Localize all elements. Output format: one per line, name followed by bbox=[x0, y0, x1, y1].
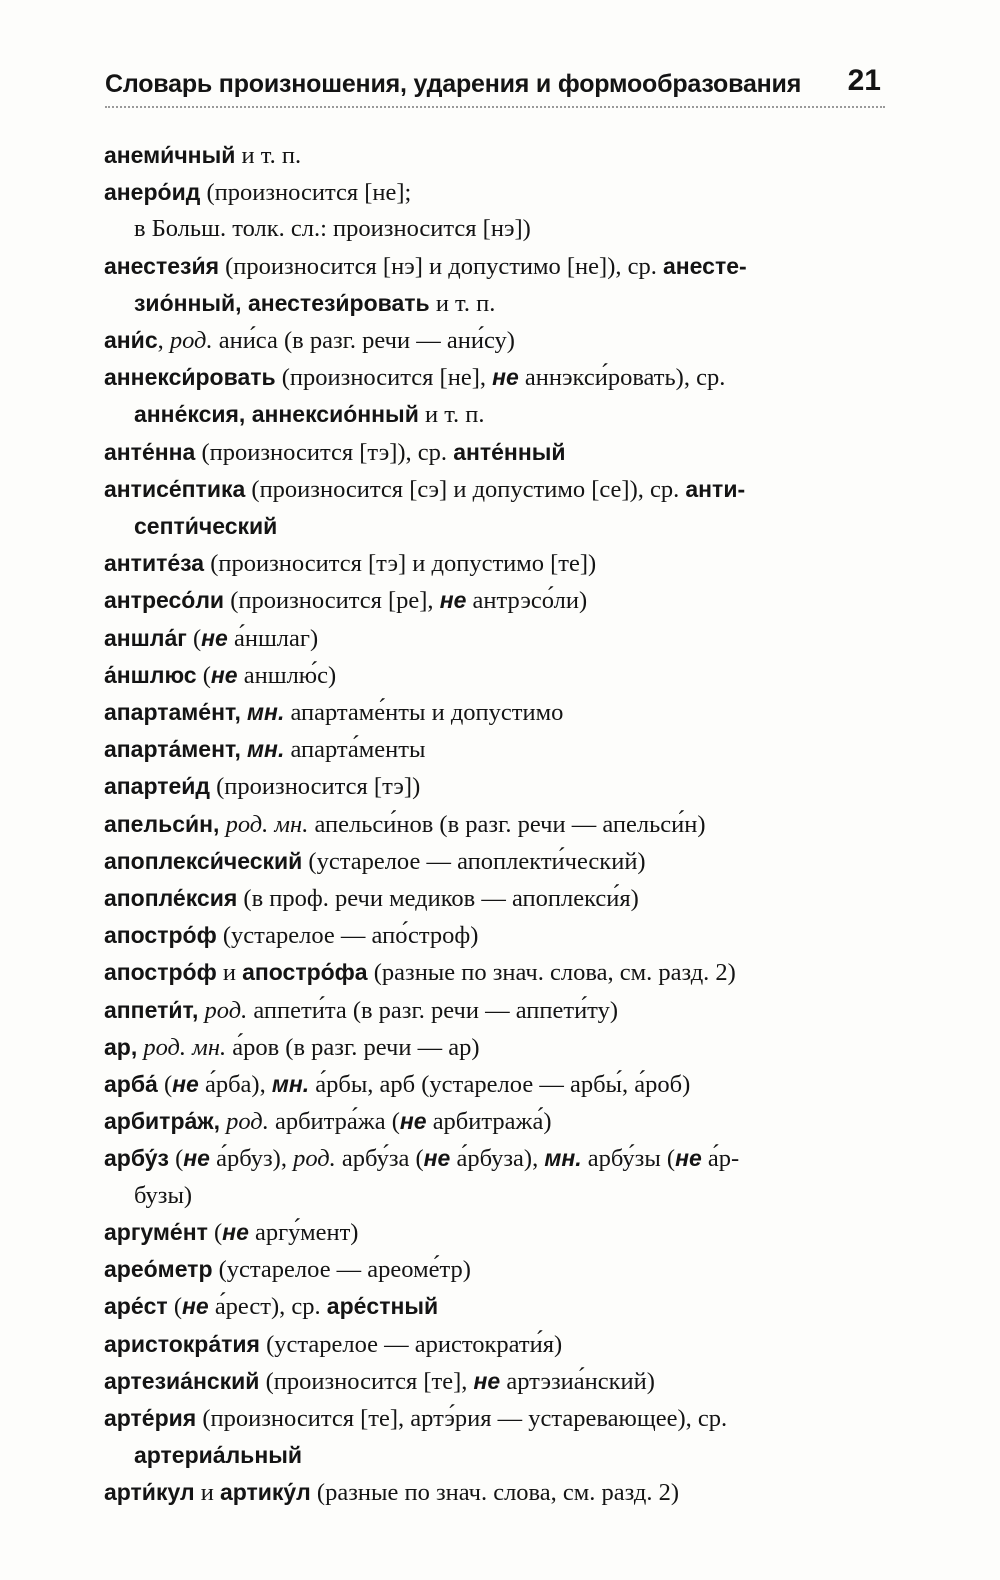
entry-text: апельси́нов (в разг. речи — апельси́н) bbox=[308, 810, 706, 838]
page-header bbox=[105, 62, 885, 106]
dictionary-entry bbox=[104, 768, 894, 805]
entry-text: аргу́мент) bbox=[248, 1218, 359, 1246]
usage-label: не bbox=[222, 1218, 249, 1245]
headword: анте́нный bbox=[453, 438, 566, 465]
entry-text: и т. п. bbox=[235, 142, 302, 169]
dictionary-entry bbox=[104, 1103, 894, 1140]
dictionary-entry bbox=[104, 731, 894, 768]
entry-text: (устарелое — аристократи́я) bbox=[259, 1330, 563, 1358]
entry-text: (устарелое — ареоме́тр) bbox=[212, 1256, 471, 1284]
headword: арте́рия bbox=[104, 1404, 197, 1431]
usage-label: не bbox=[492, 364, 519, 391]
headword: аре́ст bbox=[104, 1293, 168, 1320]
headword: антите́за bbox=[104, 550, 205, 577]
usage-label: не bbox=[675, 1145, 702, 1172]
entry-text: (произносится [те], bbox=[259, 1367, 474, 1395]
headword: апостро́ф bbox=[104, 959, 217, 986]
entry-text: а́рбуз), bbox=[209, 1145, 294, 1173]
headword: анеро́ид bbox=[104, 179, 201, 206]
entry-text: а́рбы, арб (устарелое — арбы́, а́роб) bbox=[309, 1071, 691, 1099]
usage-label: мн. bbox=[247, 736, 285, 763]
entry-text: (произносится [нэ] и допустимо [не]), ср. bbox=[219, 252, 663, 280]
headword: зио́нный, анестези́ровать bbox=[134, 289, 430, 316]
headword: антресо́ли bbox=[104, 587, 225, 614]
headword: апартеи́д bbox=[104, 773, 211, 800]
entry-text: а́р- bbox=[701, 1145, 740, 1173]
entry-text: апарта́менты bbox=[284, 736, 426, 764]
usage-label: не bbox=[439, 587, 467, 614]
entry-text: (произносится [тэ] и допустимо [те]) bbox=[204, 550, 597, 578]
dictionary-entry bbox=[104, 620, 894, 657]
entry-text: а́рбуза), bbox=[450, 1145, 545, 1173]
headword: аргуме́нт bbox=[104, 1218, 208, 1245]
grammar-label: род. bbox=[293, 1145, 336, 1173]
dictionary-entry bbox=[104, 1288, 894, 1325]
headword: артезиа́нский bbox=[104, 1367, 260, 1394]
dictionary-entry bbox=[104, 917, 894, 954]
entry-text: и т. п. bbox=[429, 289, 496, 317]
dictionary-entry bbox=[104, 694, 894, 731]
entry-text: аншлю́с) bbox=[237, 661, 337, 689]
page-number: 21 bbox=[847, 64, 881, 97]
headword: ар, bbox=[104, 1033, 138, 1060]
headword: апостро́фа bbox=[242, 959, 368, 986]
dictionary-entry bbox=[104, 1326, 894, 1363]
headword: апарта́мент, bbox=[104, 736, 241, 763]
dictionary-entry bbox=[104, 954, 894, 991]
entry-text: , bbox=[157, 327, 170, 355]
usage-label: мн. bbox=[247, 699, 285, 726]
usage-label: не bbox=[201, 624, 228, 651]
entry-text: (устарелое — апо́строф) bbox=[216, 922, 479, 950]
entry-text: (произносится [сэ] и допустимо [се]), ср. bbox=[245, 475, 686, 503]
entry-text: антрэсо́ли) bbox=[466, 587, 588, 615]
headword: арео́метр bbox=[104, 1256, 213, 1283]
dictionary-entry bbox=[104, 1029, 894, 1066]
entry-text: ( bbox=[157, 1071, 173, 1099]
headword: артику́л bbox=[219, 1479, 311, 1506]
headword: аннекси́ровать bbox=[104, 364, 276, 391]
entry-text: а́ншлаг) bbox=[227, 624, 319, 652]
dictionary-entry bbox=[104, 880, 894, 917]
usage-label: не bbox=[182, 1293, 209, 1320]
entry-text: (устарелое — апоплекти́ческий) bbox=[302, 847, 646, 875]
entry-text: а́рест), ср. bbox=[208, 1293, 327, 1321]
usage-label: не bbox=[423, 1145, 451, 1172]
entry-text: а́ров (в разг. речи — ар) bbox=[226, 1033, 480, 1061]
entry-text: и bbox=[194, 1479, 220, 1507]
entry-text: арбитра́жа ( bbox=[268, 1108, 400, 1136]
entry-text: ( bbox=[168, 1145, 184, 1173]
entry-text: арбитража́) bbox=[426, 1108, 552, 1136]
headword: артериа́льный bbox=[134, 1442, 302, 1469]
dictionary-entry bbox=[104, 359, 894, 433]
usage-label: не bbox=[473, 1367, 501, 1394]
entry-text: арбу́зы ( bbox=[581, 1145, 676, 1173]
dictionary-entry bbox=[104, 1140, 894, 1213]
dictionary-entry bbox=[104, 657, 894, 694]
entry-text: и т. п. bbox=[418, 401, 485, 429]
dictionary-entry bbox=[104, 992, 894, 1029]
headword: аристокра́тия bbox=[104, 1330, 260, 1357]
dictionary-entry bbox=[104, 1251, 894, 1288]
entry-text: (произносится [ре], bbox=[224, 587, 440, 615]
headword: апоплекси́ческий bbox=[104, 847, 303, 874]
entry-text: (произносится [те], артэ́рия — устаревающее), ср. bbox=[196, 1404, 728, 1432]
headword: аншла́г bbox=[104, 624, 187, 651]
headword: анесте- bbox=[662, 252, 747, 279]
headword: арба́ bbox=[104, 1071, 158, 1098]
headword: анне́ксия, аннексио́нный bbox=[134, 401, 419, 428]
usage-label: мн. bbox=[271, 1071, 310, 1098]
dictionary-entry bbox=[104, 806, 894, 843]
entry-text: в Больш. толк. сл.: произносится [нэ]) bbox=[134, 215, 531, 243]
header-divider bbox=[105, 106, 885, 108]
headword: анте́нна bbox=[104, 438, 196, 465]
headword: септи́ческий bbox=[134, 513, 278, 540]
grammar-label: род. bbox=[169, 327, 213, 355]
entry-text: а́рба), bbox=[198, 1071, 272, 1099]
dictionary-entry bbox=[104, 1474, 894, 1511]
dictionary-entry bbox=[104, 843, 894, 880]
entry-text: и bbox=[216, 959, 243, 987]
headword: апопле́ксия bbox=[104, 885, 238, 912]
headword: арбу́з bbox=[104, 1145, 169, 1172]
entry-text: (произносится [тэ]), ср. bbox=[195, 438, 454, 466]
headword: анестези́я bbox=[104, 252, 220, 279]
dictionary-entry bbox=[104, 174, 894, 247]
entry-text: (произносится [не], bbox=[275, 364, 493, 392]
running-title: Словарь произношения, ударения и формообразования bbox=[105, 70, 802, 98]
entry-text: ( bbox=[167, 1293, 182, 1321]
entry-text: ани́са (в разг. речи — ани́су) bbox=[212, 327, 515, 355]
headword: апельси́н, bbox=[104, 810, 220, 837]
entry-text: аппети́та (в разг. речи — аппети́ту) bbox=[247, 996, 618, 1024]
headword: апартаме́нт, bbox=[104, 699, 241, 726]
dictionary-entry bbox=[104, 471, 894, 545]
dictionary-entry bbox=[104, 545, 894, 582]
usage-label: не bbox=[399, 1108, 427, 1135]
dictionary-entry bbox=[104, 137, 894, 174]
dictionary-entry bbox=[104, 434, 894, 471]
headword: аппети́т, bbox=[104, 996, 199, 1023]
entry-text: арбу́за ( bbox=[335, 1145, 424, 1173]
entry-text: артэзиа́нский) bbox=[500, 1367, 655, 1395]
headword: арбитра́ж, bbox=[104, 1108, 220, 1135]
headword: анеми́чный bbox=[104, 142, 236, 168]
headword: антисе́птика bbox=[104, 475, 246, 502]
dictionary-entry bbox=[104, 248, 894, 322]
grammar-label: род. мн. bbox=[143, 1033, 227, 1061]
usage-label: не bbox=[183, 1145, 210, 1172]
entry-text: ( bbox=[186, 624, 202, 652]
dictionary-entry bbox=[104, 582, 894, 619]
entry-text: (разные по знач. слова, см. разд. 2) bbox=[367, 959, 736, 987]
usage-label: не bbox=[172, 1071, 199, 1098]
grammar-label: род. bbox=[204, 996, 248, 1024]
headword: апостро́ф bbox=[104, 922, 217, 949]
dictionary-entry bbox=[104, 1214, 894, 1251]
dictionary-entry bbox=[104, 1363, 894, 1400]
headword: ани́с bbox=[104, 327, 158, 354]
entry-text: бузы) bbox=[134, 1181, 193, 1209]
grammar-label: род. bbox=[226, 1108, 269, 1136]
entry-text: аннэкси́ровать), ср. bbox=[518, 364, 726, 392]
headword: аре́стный bbox=[326, 1293, 439, 1320]
headword: анти- bbox=[685, 475, 746, 502]
grammar-label: род. мн. bbox=[225, 810, 309, 838]
entry-text: (произносится [тэ]) bbox=[210, 773, 421, 801]
dictionary-entry bbox=[104, 1400, 894, 1474]
usage-label: не bbox=[210, 661, 238, 688]
dictionary-entry bbox=[104, 322, 894, 359]
entry-text: ( bbox=[196, 661, 211, 689]
headword: арти́кул bbox=[104, 1479, 195, 1506]
entry-text: (произносится [не]; bbox=[200, 179, 412, 207]
headword: а́ншлюс bbox=[104, 661, 197, 688]
entry-text: (в проф. речи медиков — апоплекси́я) bbox=[237, 885, 639, 913]
entry-text: (разные по знач. слова, см. разд. 2) bbox=[310, 1479, 680, 1507]
entry-text: ( bbox=[207, 1218, 223, 1246]
entry-text: апартаме́нты и допустимо bbox=[284, 699, 564, 727]
usage-label: мн. bbox=[544, 1145, 582, 1172]
dictionary-entries bbox=[104, 137, 894, 1512]
dictionary-entry bbox=[104, 1066, 894, 1103]
